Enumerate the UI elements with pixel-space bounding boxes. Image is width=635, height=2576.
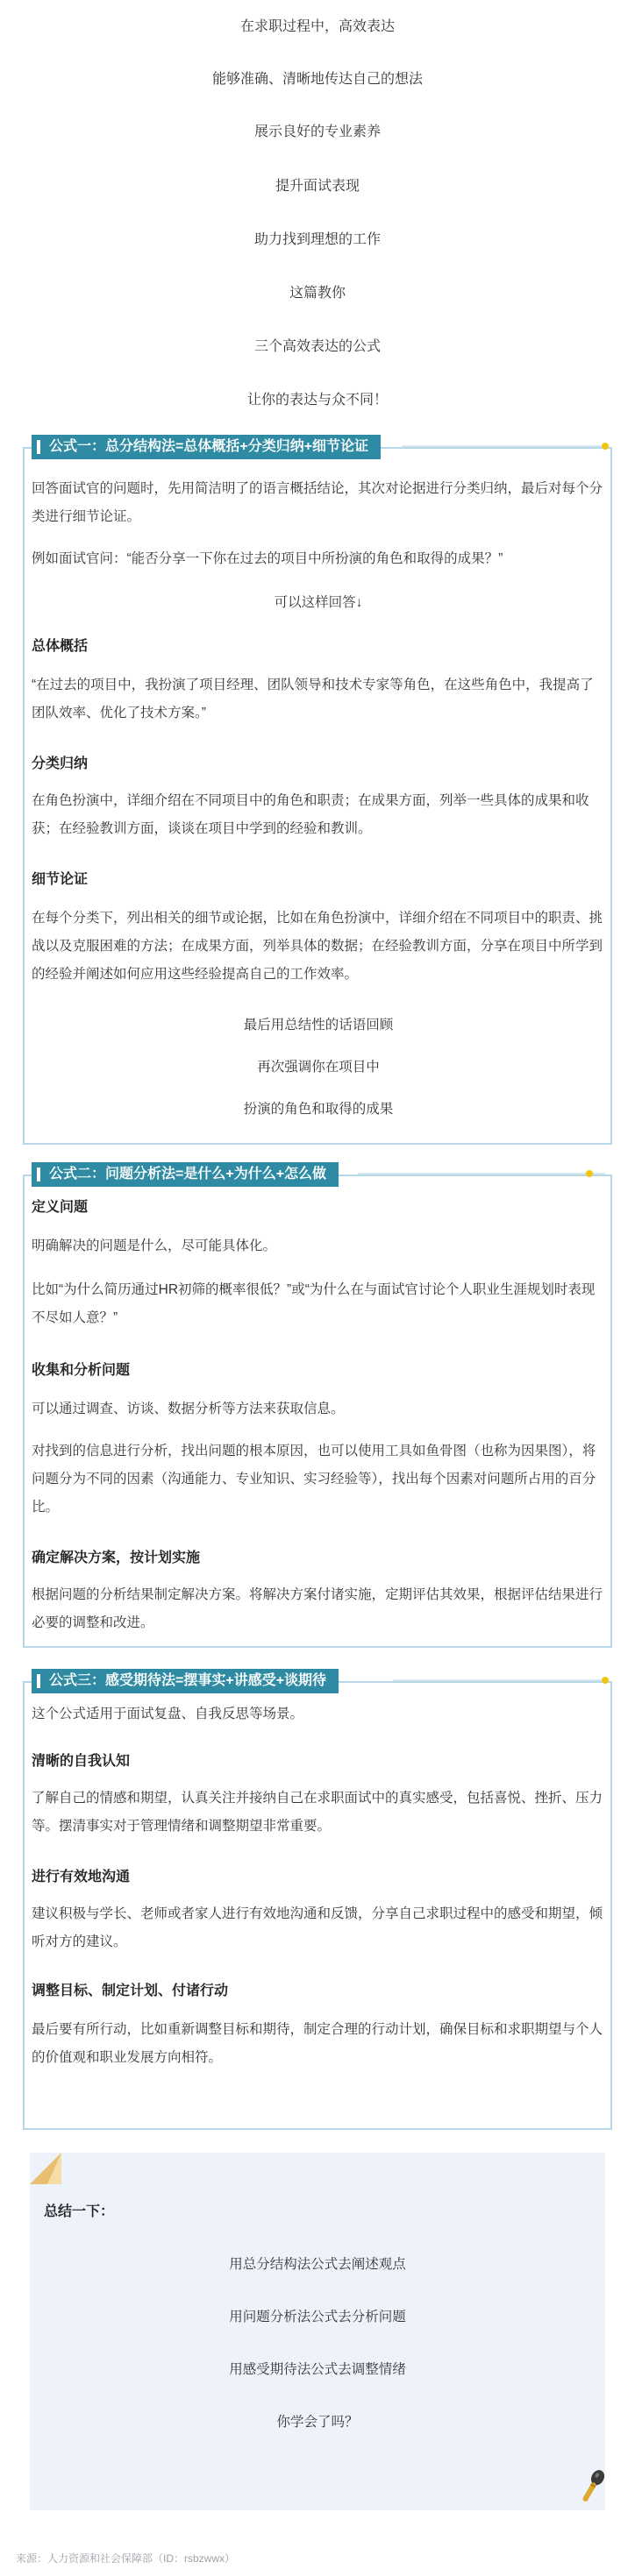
header-divider: [393, 1679, 605, 1681]
paragraph: 例如面试官问：“能否分享一下你在过去的项目中所扮演的角色和取得的成果？”: [32, 551, 503, 566]
summary-box: [30, 2153, 605, 2510]
subheading: 定义问题: [32, 1200, 89, 1215]
subheading: 清晰的自我认知: [32, 1754, 131, 1769]
paragraph: 这个公式适用于面试复盘、自我反思等场景。: [32, 1707, 304, 1721]
intro-line: 能够准确、清晰地传达自己的想法: [211, 72, 423, 87]
paragraph: 对找到的信息进行分析，找出问题的根本原因，也可以使用工具如鱼骨图（也称为因果图），将问题分为不同的因素（沟通能力、专业知识、实习经验等），找出每个因素对问题所占用的百分比。: [32, 1444, 596, 1515]
center-text: 可以这样回答↓: [274, 595, 363, 610]
paragraph: 回答面试官的问题时，先用简洁明了的语言概括结论，其次对论据进行分类归纳，最后对每个分类进行细节论证。: [32, 481, 603, 524]
subheading: 确定解决方案，按计划实施: [32, 1551, 201, 1565]
formula-1-title: 公式一：总分结构法=总体概括+分类归纳+细节论证: [32, 435, 381, 459]
header-divider: [402, 445, 605, 447]
subheading: 总体概括: [32, 639, 89, 654]
paragraph: 明确解决的问题是什么，尽可能具体化。: [32, 1238, 277, 1253]
paragraph: 根据问题的分析结果制定解决方案。将解决方案付诸实施，定期评估其效果，根据评估结果进行必要的调整和改进。: [32, 1587, 603, 1630]
formula-3-box: [23, 1673, 612, 2130]
intro-line: 助力找到理想的工作: [253, 232, 381, 247]
microphone-icon: [579, 2468, 603, 2503]
dot-icon: [602, 1677, 609, 1684]
paragraph: 可以通过调查、访谈、数据分析等方法来获取信息。: [32, 1402, 345, 1416]
subheading: 进行有效地沟通: [32, 1870, 131, 1884]
subheading: 收集和分析问题: [32, 1363, 131, 1378]
intro-line: 在求职过程中，高效表达: [239, 19, 395, 34]
paragraph: 在每个分类下，列出相关的细节或论据，比如在角色扮演中，详细介绍在不同项目中的职责、挑战以及克服困难的方法；在成果方面，列举具体的数据；在经验教训方面，分享在项目中所学到的经验并阐述如何应用这些经验提高自己的工作效率。: [32, 911, 603, 982]
center-text: 再次强调你在项目中: [257, 1060, 380, 1075]
formula-2-box: [23, 1167, 612, 1648]
source-note: 来源：人力资源和社会保障部（ID：rsbzwwx）: [16, 2552, 236, 2565]
dot-icon: [586, 1170, 593, 1177]
paragraph: 建议积极与学长、老师或者家人进行有效地沟通和反馈，分享自己求职过程中的感受和期望，倾听对方的建议。: [32, 1906, 603, 1949]
corner-fold-icon: [30, 2153, 61, 2189]
dot-icon: [602, 443, 609, 450]
intro-line: 让你的表达与众不同！: [246, 393, 388, 408]
summary-line: 用感受期待法公式去调整情绪: [229, 2362, 406, 2377]
center-text: 扮演的角色和取得的成果: [243, 1102, 394, 1117]
paragraph: 了解自己的情感和期望，认真关注并接纳自己在求职面试中的真实感受，包括喜悦、挫折、压力等。摆清事实对于管理情绪和调整期望非常重要。: [32, 1791, 603, 1834]
intro-line: 展示良好的专业素养: [253, 124, 381, 139]
paragraph: “在过去的项目中，我扮演了项目经理、团队领导和技术专家等角色，在这些角色中，我提高了团队效率、优化了技术方案。”: [32, 678, 594, 720]
summary-line: 你学会了吗？: [276, 2415, 359, 2430]
paragraph: 最后要有所行动，比如重新调整目标和期待，制定合理的行动计划，确保目标和求职期望与个人的价值观和职业发展方向相符。: [32, 2022, 603, 2065]
center-text: 最后用总结性的话语回顾: [243, 1018, 394, 1033]
subheading: 调整目标、制定计划、付诸行动: [32, 1983, 229, 1998]
header-divider: [358, 1173, 605, 1174]
intro-line: 提升面试表现: [275, 179, 360, 194]
formula-1-box: [23, 439, 612, 1145]
formula-3-title: 公式三：感受期待法=摆事实+讲感受+谈期待: [32, 1669, 339, 1693]
formula-2-title: 公式二：问题分析法=是什么+为什么+怎么做: [32, 1162, 339, 1187]
subheading: 分类归纳: [32, 756, 89, 771]
subheading: 细节论证: [32, 872, 89, 887]
paragraph: 比如“为什么简历通过HR初筛的概率很低？”或“为什么在与面试官讨论个人职业生涯规划时表现不尽如人意？”: [32, 1282, 596, 1325]
intro-line: 这篇教你: [289, 286, 346, 301]
intro-line: 三个高效表达的公式: [253, 339, 381, 354]
paragraph: 在角色扮演中，详细介绍在不同项目中的角色和职责；在成果方面，列举一些具体的成果和收获；在经验教训方面，谈谈在项目中学到的经验和教训。: [32, 793, 589, 836]
summary-title: 总结一下：: [44, 2204, 115, 2219]
summary-line: 用总分结构法公式去阐述观点: [229, 2257, 406, 2272]
summary-line: 用问题分析法公式去分析问题: [229, 2310, 406, 2324]
